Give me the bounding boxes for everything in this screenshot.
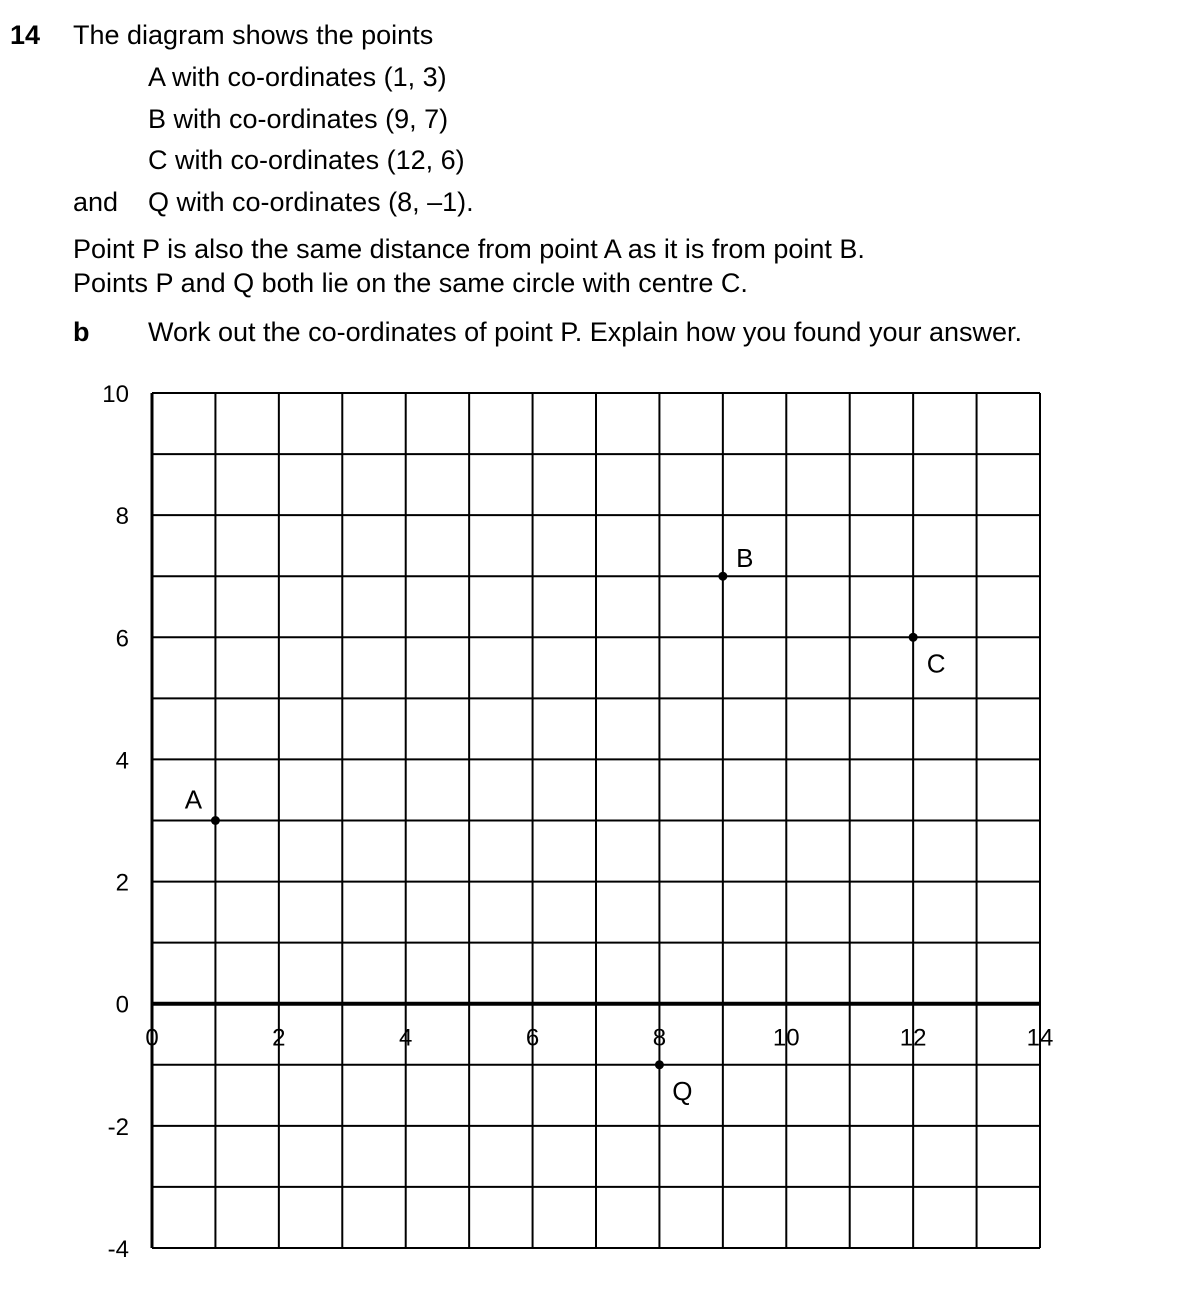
condition-1: Point P is also the same distance from point A as it is from point B.: [73, 234, 865, 264]
point-c-label: C: [926, 648, 946, 679]
point-b-marker: [718, 572, 727, 581]
point-c-text: C with co-ordinates (12, 6): [148, 145, 465, 175]
question-number: 14: [10, 20, 41, 50]
point-b-label: B: [736, 543, 754, 574]
and-word: and: [73, 187, 119, 217]
point-a-label: A: [184, 784, 203, 815]
x-tick-label: 0: [145, 1024, 159, 1052]
question-intro: The diagram shows the points: [73, 20, 434, 50]
point-q-label: Q: [672, 1075, 693, 1106]
x-tick-label: 4: [399, 1024, 413, 1052]
x-tick-label: 12: [899, 1024, 927, 1052]
x-tick-label: 2: [272, 1024, 286, 1052]
x-tick-label: 8: [652, 1024, 667, 1052]
x-tick-label: 10: [772, 1024, 800, 1052]
point-q-text: Q with co-ordinates (8, –1).: [148, 187, 474, 217]
part-text: Work out the co-ordinates of point P. Explain how you found your answer.: [148, 317, 1023, 347]
point-a-text: A with co-ordinates (1, 3): [148, 62, 447, 92]
point-c-marker: [909, 633, 918, 642]
y-tick-label: 2: [115, 869, 129, 897]
y-tick-label: -4: [107, 1236, 129, 1263]
y-tick-label: 10: [102, 381, 129, 408]
point-b-text: B with co-ordinates (9, 7): [148, 104, 449, 134]
y-tick-label: 8: [115, 503, 129, 531]
y-tick-label: 4: [115, 747, 129, 775]
part-label: b: [73, 317, 90, 347]
point-a-marker: [211, 816, 220, 825]
x-tick-label: 6: [525, 1024, 540, 1052]
x-tick-label: 14: [1026, 1024, 1054, 1052]
y-tick-label: 0: [115, 991, 129, 1019]
y-tick-label: 6: [115, 625, 129, 653]
point-q-marker: [655, 1060, 664, 1069]
y-tick-label: -2: [107, 1113, 129, 1141]
condition-2: Points P and Q both lie on the same circle with centre C.: [73, 268, 748, 298]
